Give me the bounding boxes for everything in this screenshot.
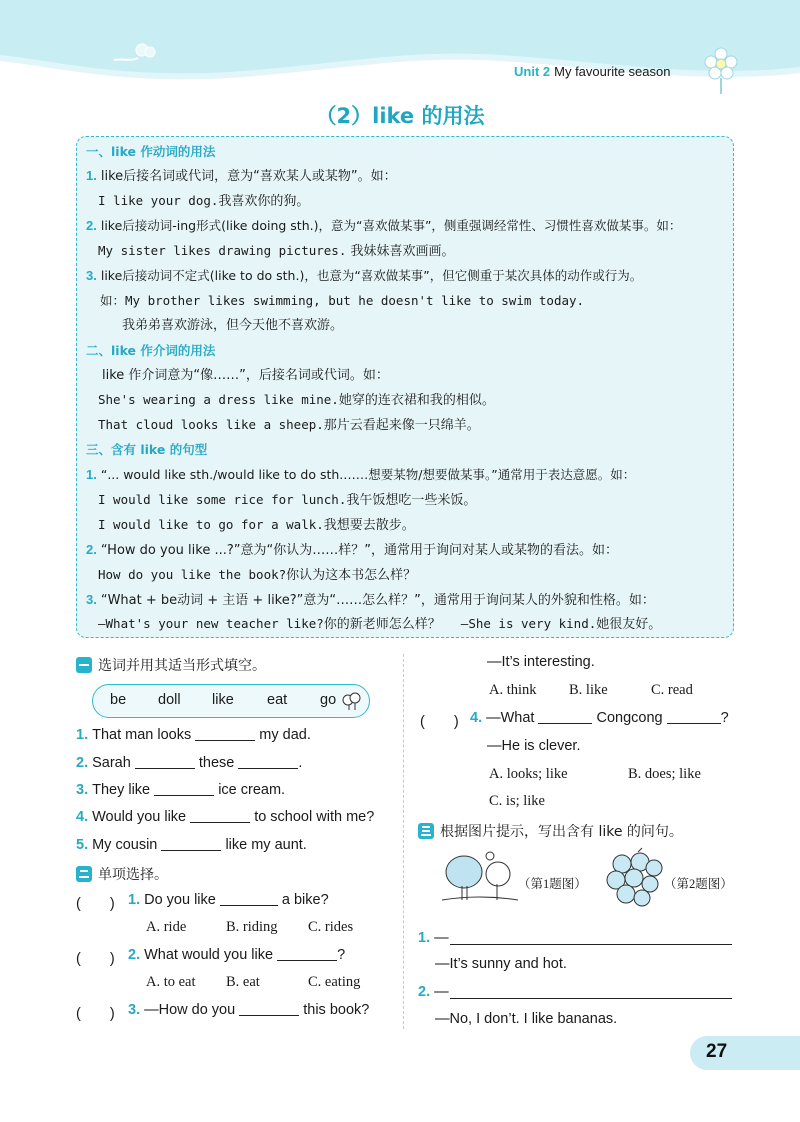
question-number: 3. — [76, 782, 89, 798]
choice-option[interactable]: A. to eat — [146, 974, 196, 990]
answer-paren[interactable]: ( ) — [76, 951, 115, 967]
question-number: 5. — [76, 837, 89, 853]
exercise3-heading — [418, 821, 683, 841]
example-sentence — [100, 292, 584, 311]
answer-blank[interactable] — [161, 850, 221, 851]
example-zh: 她穿的连衣裙和我的相似。 — [338, 393, 495, 408]
example-sentence — [98, 192, 309, 211]
question-text: That man looks — [92, 727, 192, 743]
fill-blank-question — [76, 727, 311, 743]
column-divider — [403, 654, 404, 1029]
fill-blank-question — [76, 782, 285, 798]
example-sentence — [98, 391, 495, 410]
grammar-rule — [86, 267, 642, 286]
section-heading: 二、like 作介词的用法 — [86, 343, 216, 358]
butterfly-icon — [112, 40, 158, 66]
question-number: 1. — [76, 727, 89, 743]
answer-blank — [667, 723, 721, 724]
answer-blank — [538, 723, 592, 724]
example-zh: 我想要去散步。 — [323, 518, 415, 533]
rule-number: 2. — [86, 542, 97, 557]
cloud-icon — [341, 691, 363, 711]
question-text: . — [298, 755, 303, 771]
example-en: I like your dog. — [98, 193, 219, 208]
example-en: —What's your new teacher like? — [98, 616, 324, 631]
unit-title — [514, 64, 670, 79]
rule-text: “How do you like ...?”意为“你认为……样？”，通常用于询问对某人或某物的看法。如： — [100, 543, 618, 558]
example-zh: 我妹妹喜欢画画。 — [350, 244, 455, 259]
answer-blank — [277, 960, 337, 961]
flower-icon — [700, 42, 742, 96]
word-bank-item: like — [212, 692, 234, 708]
unit-name: My favourite season — [554, 64, 671, 79]
word-bank — [92, 684, 370, 718]
choice-option[interactable]: C. eating — [308, 974, 361, 990]
word-bank-item: eat — [267, 692, 288, 708]
grammar-notes-box — [76, 136, 734, 638]
answer-blank[interactable] — [238, 768, 298, 769]
rule-number: 1. — [86, 467, 97, 482]
choice-option[interactable]: A. think — [489, 682, 537, 698]
dialogue-dash: — — [434, 930, 449, 946]
answer-line[interactable] — [450, 944, 732, 945]
grapes-picture-icon — [602, 846, 666, 912]
grammar-rule — [86, 541, 618, 560]
grammar-rule — [86, 167, 397, 186]
rule-text: like后接动词-ing形式(like doing sth.)，意为“喜欢做某事”，侧重强调经常性、习惯性喜欢做某事。如： — [100, 218, 682, 233]
example-zh: 我喜欢你的狗。 — [218, 194, 310, 209]
grammar-rule — [86, 591, 655, 610]
question-number: 1. — [418, 930, 431, 946]
question-number: 2. — [128, 947, 141, 963]
example-sentence — [98, 516, 415, 535]
exercise3-title: 根据图片提示，写出含有 like 的问句。 — [440, 824, 683, 840]
picture-caption: （第2题图） — [664, 877, 733, 891]
example-zh: 她很友好。 — [596, 617, 662, 632]
question-text: this book? — [303, 1002, 370, 1018]
question-text: Congcong — [596, 710, 663, 726]
grammar-rule — [86, 217, 681, 236]
question-text: ice cream. — [218, 782, 286, 798]
question-number: 1. — [128, 892, 141, 908]
choice-question — [470, 710, 729, 726]
example-sentence — [98, 242, 455, 261]
example-zh: 你认为这本书怎么样？ — [286, 568, 417, 583]
answer-blank — [220, 905, 278, 906]
section-two-badge-icon — [76, 866, 92, 882]
question-text: My cousin — [92, 837, 158, 853]
answer-paren[interactable]: ( ) — [76, 1006, 115, 1022]
question-text: my dad. — [259, 727, 311, 743]
question-number: 2. — [418, 984, 431, 1000]
question-text: ? — [720, 710, 729, 726]
section-one-badge-icon — [76, 657, 92, 673]
question-text: a bike? — [281, 892, 329, 908]
word-bank-item: go — [320, 692, 337, 708]
unit-number: Unit 2 — [514, 64, 551, 79]
choice-question — [128, 947, 345, 963]
example-sentence — [98, 416, 480, 435]
choice-question — [128, 892, 329, 908]
question-number: 4. — [470, 710, 483, 726]
question-number: 4. — [76, 809, 89, 825]
example-en: I would like some rice for lunch. — [98, 492, 347, 507]
fill-blank-question — [76, 809, 374, 825]
dialogue-reply: —He is clever. — [487, 738, 581, 754]
example-sentence — [98, 566, 416, 585]
section-three-badge-icon — [418, 823, 434, 839]
dialogue-dash: — — [434, 984, 449, 1000]
answer-blank[interactable] — [135, 768, 195, 769]
choice-question — [128, 1002, 369, 1018]
question-text: Sarah — [92, 755, 131, 771]
question-text: Would you like — [92, 809, 187, 825]
write-question — [418, 930, 449, 946]
choice-option[interactable]: C. is; like — [489, 793, 545, 809]
exercise2-heading — [76, 864, 168, 884]
example-zh: 那片云看起来像一只绵羊。 — [323, 418, 480, 433]
question-text: —How do you — [144, 1002, 236, 1018]
example-en: My sister likes drawing pictures. — [98, 243, 347, 258]
question-text: Do you like — [144, 892, 216, 908]
question-number: 2. — [76, 755, 89, 771]
fill-blank-question — [76, 837, 307, 853]
question-text: What would you like — [144, 947, 274, 963]
answer-line[interactable] — [450, 998, 732, 999]
rule-number: 3. — [86, 268, 97, 283]
example-en: She's wearing a dress like mine. — [98, 392, 339, 407]
answer-paren[interactable]: ( ) — [420, 714, 459, 730]
answer-blank[interactable] — [195, 740, 255, 741]
answer-blank[interactable] — [190, 822, 250, 823]
sunny-trees-picture-icon — [440, 848, 520, 908]
section-heading: 三、含有 like 的句型 — [86, 442, 208, 457]
question-text: ? — [337, 947, 346, 963]
choice-option[interactable]: A. looks; like — [489, 766, 568, 782]
example-dialogue — [98, 615, 661, 634]
exercise1-heading — [76, 655, 266, 675]
picture-caption: （第1题图） — [518, 877, 587, 891]
rule-text: “... would like sth./would like to do sth.……想要某物/想要做某事。”通常用于表达意愿。如： — [100, 467, 636, 482]
rule-number: 2. — [86, 218, 97, 233]
question-text: They like — [92, 782, 151, 798]
choice-option[interactable]: C. read — [651, 682, 693, 698]
exercise1-title: 选词并用其适当形式填空。 — [98, 658, 266, 674]
dialogue-reply: —No, I don’t. I like bananas. — [435, 1011, 618, 1027]
section-heading: 一、like 作动词的用法 — [86, 144, 216, 159]
example-sentence — [98, 491, 476, 510]
answer-blank[interactable] — [154, 795, 214, 796]
rule-text: like后接名词或代词，意为“喜欢某人或某物”。如： — [100, 169, 397, 184]
example-en: That cloud looks like a sheep. — [98, 417, 324, 432]
question-text: these — [198, 755, 235, 771]
grammar-rule — [86, 466, 635, 485]
choice-option[interactable]: C. rides — [308, 919, 354, 935]
page-number: 27 — [706, 1041, 728, 1062]
example-en: —She is very kind. — [460, 616, 597, 631]
answer-blank — [239, 1015, 299, 1016]
rule-text: “What + be动词 + 主语 + like?”意为“……怎么样？”，通常用于询问某人的外貌和性格。如： — [100, 593, 655, 608]
answer-paren[interactable]: ( ) — [76, 896, 115, 912]
dialogue-reply: —It’s interesting. — [487, 654, 595, 670]
example-zh: 我午饭想吃一些米饭。 — [346, 493, 477, 508]
example-en: How do you like the book? — [98, 567, 287, 582]
choice-option[interactable]: B. like — [569, 682, 608, 698]
example-zh: 你的新老师怎么样？ — [323, 617, 441, 632]
example-translation: 我弟弟喜欢游泳，但今天他不喜欢游。 — [122, 318, 344, 333]
exercise2-title: 单项选择。 — [98, 867, 168, 883]
question-text: —What — [486, 710, 535, 726]
page-title: （2）like 的用法 — [315, 104, 485, 128]
example-en: 如：My brother likes swimming, but he doesn't like to swim today. — [100, 293, 585, 308]
dialogue-reply: —It’s sunny and hot. — [435, 956, 567, 972]
grammar-rule: like 作介词意为“像……”，后接名词或代词。如： — [102, 368, 389, 383]
question-text: to school with me? — [254, 809, 375, 825]
rule-text: like后接动词不定式(like to do sth.)，也意为“喜欢做某事”，但它侧重于某次具体的动作或行为。 — [100, 268, 643, 283]
choice-option[interactable]: B. eat — [226, 974, 260, 990]
choice-option[interactable]: B. does; like — [628, 766, 701, 782]
example-en: I would like to go for a walk. — [98, 517, 324, 532]
rule-number: 3. — [86, 592, 97, 607]
fill-blank-question — [76, 755, 302, 771]
choice-option[interactable]: A. ride — [146, 919, 187, 935]
question-text: like my aunt. — [225, 837, 307, 853]
word-bank-item: be — [110, 692, 127, 708]
word-bank-item: doll — [158, 692, 181, 708]
question-number: 3. — [128, 1002, 141, 1018]
choice-option[interactable]: B. riding — [226, 919, 278, 935]
write-question — [418, 984, 449, 1000]
rule-number: 1. — [86, 168, 97, 183]
